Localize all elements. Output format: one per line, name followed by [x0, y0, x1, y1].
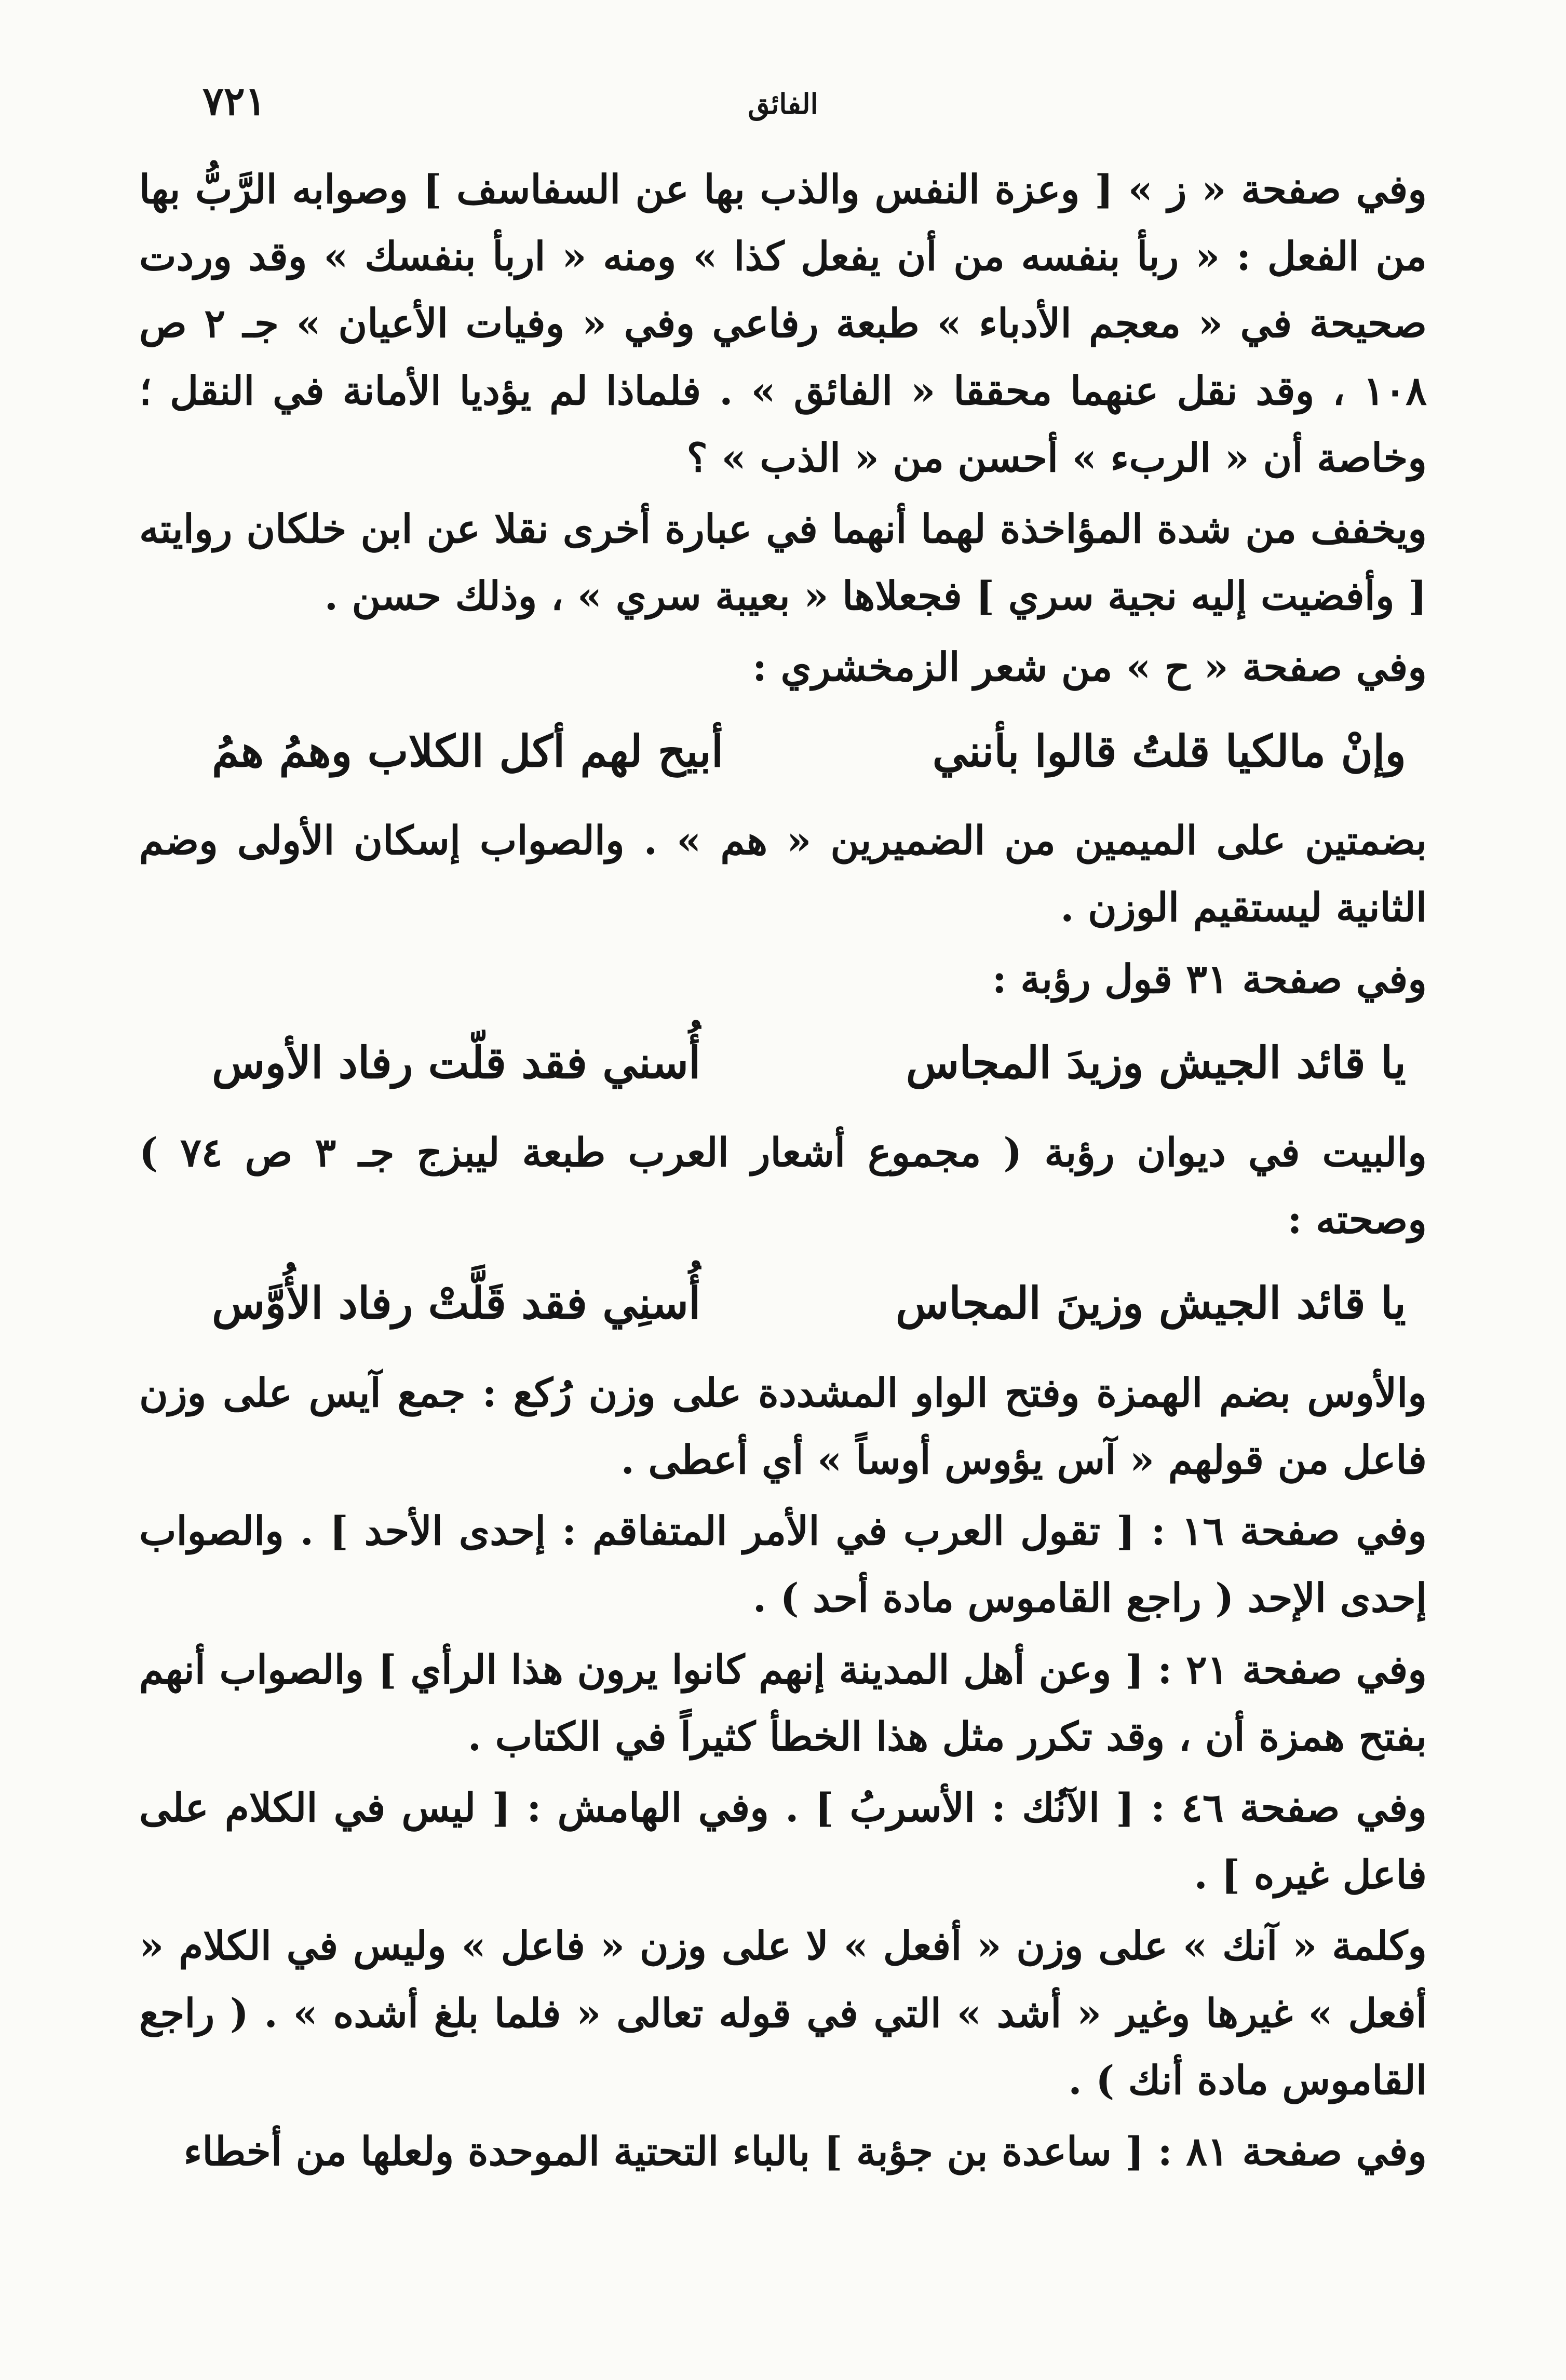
- paragraph: وكلمة « آنك » على وزن « أفعل » لا على وزن « فاعل » وليس في الكلام « أفعل » غيرها وغير « أشد » التي في قوله تعالى « فلما بلغ أشده » . ( راجع القاموس مادة أنك ) .: [139, 1923, 1427, 2103]
- paragraph: وفي صفحة « ز » [ وعزة النفس والذب بها عن السفاسف ] وصوابه الرَّبُّ بها من الفعل : « ربأ بنفسه من أن يفعل كذا » ومنه « اربأ بنفسك » وقد وردت صحيحة في « معجم الأدباء » طبعة رفاعي وفي « وفيات الأعيان » جـ ٢ ص ١٠٨ ، وقد نقل عنهما محققا « الفائق » . فلماذا لم يؤديا الأمانة في النقل ؛ وخاصة أن « الربء » أحسن من « الذب » ؟: [139, 166, 1427, 481]
- paragraph: وفي صفحة ٣١ قول رؤبة :: [992, 955, 1427, 1002]
- paragraph: والأوس بضم الهمزة وفتح الواو المشددة على وزن رُكع : جمع آيس على وزن فاعل من قولهم « آس يؤوس أوساً » أي أعطى .: [139, 1369, 1427, 1483]
- paragraph: ويخفف من شدة المؤاخذة لهما أنهما في عبارة أخرى نقلا عن ابن خلكان روايته [ وأفضيت إليه نجية سري ] فجعلاها « بعيبة سري » ، وذلك حسن .: [139, 505, 1427, 619]
- paragraph: وفي صفحة « ح » من شعر الزمخشري :: [752, 644, 1427, 691]
- paragraph: وفي صفحة ٨١ : [ ساعدة بن جؤبة ] بالباء التحتية الموحدة ولعلها من أخطاء: [183, 2128, 1427, 2174]
- verse-first-hemistich: وإنْ مالكيا قلتُ قالوا بأنني: [932, 725, 1406, 777]
- verse-second-hemistich: أبيح لهم أكل الكلاب وهمُ همُ: [212, 725, 724, 777]
- paragraph: بضمتين على الميمين من الضميرين « هم » . والصواب إسكان الأولى وضم الثانية ليستقيم الوزن .: [139, 817, 1427, 931]
- page-body: [139, 156, 1427, 2189]
- verse-first-hemistich: يا قائد الجيش وزينَ المجاس: [895, 1277, 1406, 1329]
- paragraph: والبيت في ديوان رؤبة ( مجموع أشعار العرب طبعة ليبزج جـ ٣ ص ٧٤ ) وصحته :: [139, 1129, 1427, 1242]
- page-number: ٧٢١: [203, 78, 266, 124]
- verse-second-hemistich: أُسنِي فقد قَلَّتْ رفاد الأُوَّس: [212, 1277, 701, 1329]
- paragraph: وفي صفحة ١٦ : [ تقول العرب في الأمر المتفاقم : إحدى الأحد ] . والصواب إحدى الإحد ( راجع القاموس مادة أحد ) .: [139, 1508, 1427, 1621]
- poetry-verse: [139, 1266, 1427, 1341]
- verse-second-hemistich: أُسني فقد قلّت رفاد الأوس: [212, 1036, 701, 1088]
- page-header: [140, 78, 1426, 140]
- verse-first-hemistich: يا قائد الجيش وزيدَ المجاس: [906, 1036, 1406, 1088]
- poetry-verse: [139, 714, 1427, 789]
- paragraph: وفي صفحة ٤٦ : [ الآنُك : الأسربُ ] . وفي الهامش : [ ليس في الكلام على فاعل غيره ] .: [139, 1784, 1427, 1898]
- running-title: الفائق: [748, 87, 818, 120]
- poetry-verse: [139, 1026, 1427, 1100]
- paragraph: وفي صفحة ٢١ : [ وعن أهل المدينة إنهم كانوا يرون هذا الرأي ] والصواب أنهم بفتح همزة أن ، وقد تكرر مثل هذا الخطأ كثيراً في الكتاب .: [139, 1646, 1427, 1760]
